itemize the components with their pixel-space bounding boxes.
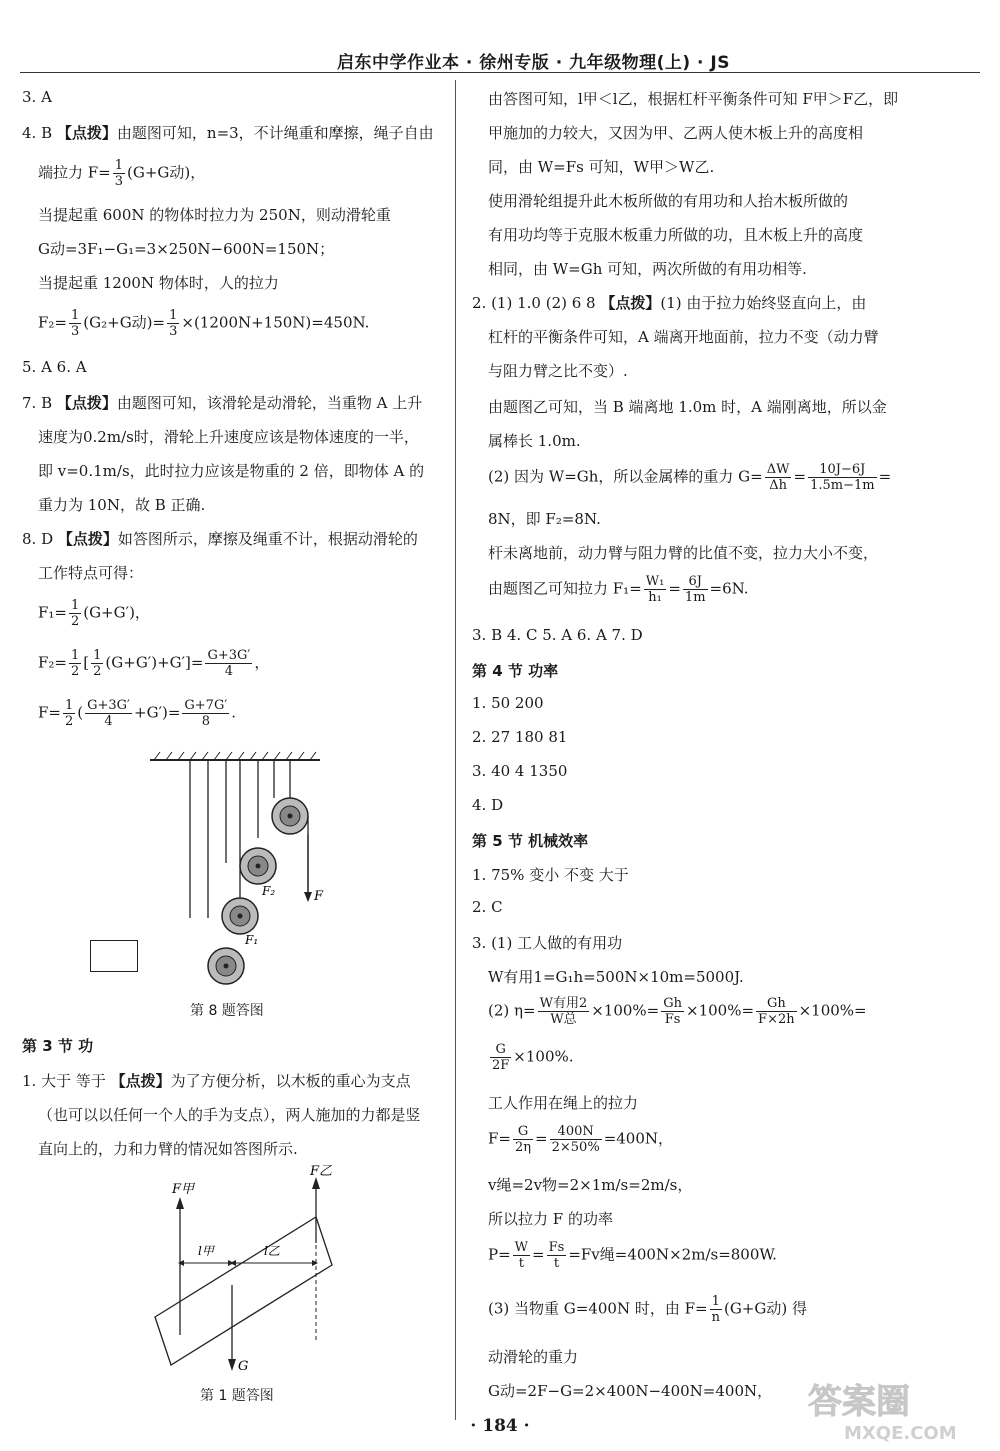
equals: = [535,1129,548,1148]
label-G: G [238,1359,249,1374]
label-Fjia: F甲 [172,1182,195,1197]
answer-line: 动滑轮的重力 [488,1348,579,1366]
pulley [208,948,244,984]
formula-text: ( [77,703,84,722]
answer-line: 当提起重 600N 的物体时拉力为 250N，则动滑轮重 [38,206,391,224]
page-number: · 184 · [470,1416,530,1436]
ropes [190,760,308,918]
formula-text: (G+G′)， [83,603,150,622]
answer-line: 直向上的，力和力臂的情况如答图所示. [38,1140,298,1158]
answer-line: （也可以以任何一个人的手为支点），两人施加的力都是竖 [38,1106,421,1124]
hint-text: (1) 由于拉力始终竖直向上，由 [660,294,867,312]
answer-line [22,122,434,143]
answer-line: 使用滑轮组提升此木板所做的有用功和人抬木板所做的 [488,192,849,210]
equals: = [668,579,681,598]
formula-text: F= [38,703,61,722]
answer-line: 与阻力臂之比不变）. [488,362,628,380]
formula-text: (3) 当物重 G=400N 时，由 F= [488,1299,708,1318]
answer-line: 5. A 6. A [22,358,87,376]
answer-text: 1. 大于 等于 [22,1072,106,1090]
arrowhead [230,1260,236,1266]
formula-line [488,996,867,1027]
label-Fyi: F乙 [310,1165,333,1179]
formula-text: F= [488,1129,511,1148]
answer-line: 4. D [472,796,504,814]
formula-text: =400N， [603,1129,674,1148]
question-number: 7. B [22,394,53,412]
fraction: $\frac{1}{3}$ [71,308,80,339]
weight-block [90,940,138,972]
fraction: $\frac{Gh}{F\times 2h}$ [758,996,795,1027]
pulley [272,798,308,834]
fraction: $\frac{1}{2}$ [64,698,74,729]
watermark-url: MXQE.COM [844,1423,957,1444]
answer-line [22,1070,411,1091]
answer-line: 有用功均等于克服木板重力所做的功，且木板上升的高度 [488,226,864,244]
hint-tag: 【点拨】 [57,530,118,548]
pulley-diagram [140,748,340,998]
hint-text: 由题图可知，该滑轮是动滑轮，当重物 A 上升 [116,394,423,412]
answer-line: 3. (1) 工人做的有用功 [472,934,623,952]
answer-line: 属棒长 1.0m. [488,432,581,450]
answer-line: 由答图可知，l甲＜l乙，根据杠杆平衡条件可知 F甲＞F乙，即 [488,90,899,108]
fraction: $\frac{W}{t}$ [514,1240,529,1271]
arrowhead [228,1359,236,1371]
comma: ， [254,653,270,672]
fraction: $\frac{Gh}{Fs}$ [663,996,683,1027]
section-heading: 第 4 节 功率 [472,662,559,680]
board [155,1217,332,1365]
section-heading: 第 3 节 功 [22,1037,94,1055]
hint-tag: 【点拨】 [56,124,117,142]
formula-text: =6N. [709,579,749,598]
answer-line: 1. 75% 变小 不变 大于 [472,866,629,884]
formula-text: F₁= [38,603,67,622]
answer-line: 由题图乙可知，当 B 端离地 1.0m 时，A 端刚离地，所以金 [488,398,887,416]
column-divider [455,80,456,1420]
section-heading: 第 5 节 机械效率 [472,832,589,850]
formula-text: =Fv绳=400N×2m/s=800W. [568,1245,777,1264]
equals: = [532,1245,545,1264]
formula-text: (G+G动)， [127,163,206,182]
label-F: F [314,889,324,904]
formula-text: ×(1200N+150N)=450N. [181,313,370,332]
formula-line [488,1240,777,1271]
fraction: $\frac{1}{2}$ [93,648,102,679]
header-title: 启东中学作业本 · 徐州专版 · 九年级物理(上) · JS [337,53,730,73]
label-lyi: l乙 [264,1244,280,1258]
answer-line: 1. 50 200 [472,694,544,712]
label-F1: F₁ [245,933,259,947]
fraction: $\frac{1}{2}$ [71,598,80,629]
period: . [231,703,237,722]
formula-line [488,462,891,493]
fraction: $\frac{\Delta W}{\Delta h}$ [766,462,790,493]
answer-line: 重力为 10N，故 B 正确. [38,496,206,514]
formula-text: 由题图乙可知拉力 F₁= [488,579,642,598]
figure-caption: 第 8 题答图 [190,1003,264,1019]
answer-line: 8N，即 F₂=8N. [488,510,601,528]
fraction: $\frac{1}{n}$ [711,1294,720,1325]
answer-line: 杆未离地前，动力臂与阻力臂的比值不变，拉力大小不变， [488,544,879,562]
formula-text: (G+G动) 得 [723,1299,807,1318]
answer-line: 3. B 4. C 5. A 6. A 7. D [472,626,643,644]
fraction: $\frac{1}{3}$ [169,308,178,339]
arrowhead [176,1197,184,1209]
hint-text: 如答图所示，摩擦及绳重不计，根据动滑轮的 [117,530,418,548]
answer-line: 所以拉力 F 的功率 [488,1210,613,1228]
formula-line [38,598,150,629]
formula-text: ×100%= [798,1001,867,1020]
ceiling [150,752,320,760]
equals: = [878,467,892,486]
formula-line: W有用1=G₁h=500N×10m=5000J. [488,968,744,986]
answer-line: 当提起重 1200N 物体时，人的拉力 [38,274,279,292]
formula-text: [ [83,653,90,672]
formula-text: F₂= [38,653,67,672]
equals: = [793,467,807,486]
formula-text: 端拉力 F= [38,163,111,182]
formula-text: (2) η= [488,1001,536,1020]
question-number: 4. B [22,124,53,142]
fraction: $\frac{G+3G'}{4}$ [87,698,131,729]
formula-line [38,648,269,679]
hint-text: 为了方便分析，以木板的重心为支点 [170,1072,411,1090]
formula-line [488,1124,673,1155]
fraction: $\frac{Fs}{t}$ [548,1240,565,1271]
formula-line [38,158,205,189]
hint-text: 由题图可知，n=3，不计绳重和摩擦，绳子自由 [116,124,434,142]
answer-line: 工人作用在绳上的拉力 [488,1094,639,1112]
fraction: $\frac{G+3G'}{4}$ [207,648,251,679]
formula-line [488,1294,807,1325]
answer-line: 2. 27 180 81 [472,728,568,746]
hint-tag: 【点拨】 [56,394,117,412]
answer-text: 2. (1) 1.0 (2) 6 8 [472,294,596,312]
formula-line [488,1042,574,1073]
answer-line: 工作特点可得： [38,564,144,582]
formula-line: G动=3F₁−G₁=3×250N−600N=150N； [38,240,335,258]
answer-line: 速度为0.2m/s时，滑轮上升速度应该是物体速度的一半， [38,428,419,446]
answer-line: 同，由 W=Fs 可知，W甲＞W乙. [488,158,715,176]
formula-line: G动=2F−G=2×400N−400N=400N， [488,1382,773,1400]
formula-text: ×100%. [513,1047,574,1066]
formula-line [488,574,749,605]
answer-line: 相同，由 W=Gh 可知，两次所做的有用功相等. [488,260,807,278]
formula-line [38,698,236,729]
formula-line [38,308,369,339]
formula-text: ×100%= [591,1001,660,1020]
answer-line: 3. 40 4 1350 [472,762,568,780]
answer-line: 3. A [22,88,52,106]
fraction: $\frac{1}{2}$ [71,648,80,679]
label-F2: F₂ [262,884,276,898]
fraction: $\frac{G}{2F}$ [492,1042,510,1073]
lever-diagram [140,1165,340,1375]
hint-tag: 【点拨】 [600,294,661,312]
figure-caption: 第 1 题答图 [200,1388,274,1404]
formula-text: (G₂+G动)= [83,313,166,332]
formula-text: P= [488,1245,511,1264]
watermark-logo [800,1375,990,1445]
answer-line: 即 v=0.1m/s，此时拉力应该是物重的 2 倍，即物体 A 的 [38,462,425,480]
hint-tag: 【点拨】 [110,1072,171,1090]
formula-text: F₂= [38,313,67,332]
formula-line: v绳=2v物=2×1m/s=2m/s， [488,1176,693,1194]
pulley [222,898,258,934]
fraction: $\frac{G+7G'}{8}$ [184,698,228,729]
label-ljia: l甲 [198,1244,214,1258]
answer-line [22,392,422,413]
answer-line [472,292,866,313]
fraction: $\frac{\text{W₁}}{\text{h₁}}$ [645,574,665,605]
fraction: $\frac{G}{2\eta}$ [514,1124,532,1155]
answer-line: 杠杆的平衡条件可知，A 端离开地面前，拉力不变（动力臂 [488,328,879,346]
formula-text: ×100%= [686,1001,755,1020]
fraction: $\frac{400N}{2\times 50\%}$ [551,1124,600,1155]
formula-text: (2) 因为 W=Gh，所以金属棒的重力 G= [488,467,763,486]
question-number: 8. D [22,530,54,548]
answer-line: 2. C [472,898,503,916]
pulley [240,848,276,884]
fraction: $\frac{\text{W有用2}}{\text{W总}}$ [539,996,588,1027]
formula-text: +G′)= [134,703,181,722]
fraction: $\frac{1}{3}$ [114,158,124,189]
answer-line: 甲施加的力较大，又因为甲、乙两人使木板上升的高度相 [488,124,864,142]
page-header [20,40,980,73]
force-arrow [304,834,312,902]
fraction: $\frac{6J}{1m}$ [684,574,706,605]
watermark-text: 答案圈 [808,1382,910,1422]
arrowhead [178,1260,184,1266]
formula-text: (G+G′)+G′]= [105,653,204,672]
answer-line [22,528,418,549]
fraction: $\frac{10J-6J}{1.5m-1m}$ [810,462,875,493]
